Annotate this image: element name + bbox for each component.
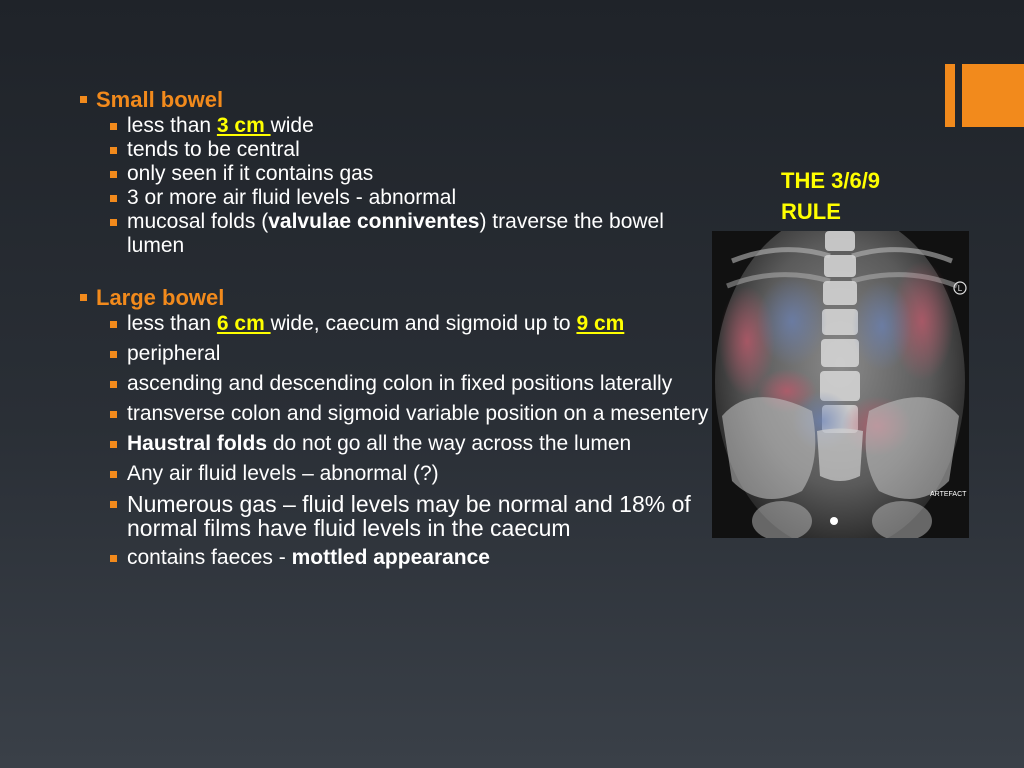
lb-transverse-text: transverse colon and sigmoid variable position on a mesentery [127, 402, 709, 425]
list-item-lb-peripheral [78, 342, 718, 366]
sb-mucosal-post: ) traverse the bowel lumen [127, 210, 664, 257]
list-item-lb-air-fluid [78, 462, 718, 486]
bullet-icon [110, 123, 117, 130]
abdominal-xray-image [712, 231, 969, 538]
bullet-icon [110, 219, 117, 226]
bullet-icon [110, 195, 117, 202]
rule-title-line2: RULE [781, 199, 841, 224]
sacrum [817, 429, 863, 482]
bullet-icon [110, 171, 117, 178]
large-bowel-heading-text: Large bowel [96, 285, 225, 310]
small-bowel-heading [78, 86, 718, 114]
bullet-icon [80, 294, 87, 301]
bullet-icon [110, 441, 117, 448]
lb-haustral-post: do not go all the way across the lumen [267, 432, 632, 455]
list-item-lb-numerous [78, 492, 718, 540]
lb-numerous-text: Numerous gas – fluid levels may be normal and 18% of normal films have fluid levels in the caecum [127, 491, 691, 541]
bullet-icon [110, 147, 117, 154]
pelvis-left [722, 397, 815, 499]
slide-content [78, 86, 718, 570]
sb-mucosal-bold: valvulae conniventes [268, 210, 480, 233]
lb-width-pre: less than [127, 312, 217, 335]
bullet-icon [110, 321, 117, 328]
lb-faeces-pre: contains faeces - [127, 546, 292, 569]
list-item-lb-width [78, 312, 718, 336]
rule-title-line1: THE 3/6/9 [781, 168, 881, 193]
lb-width-highlight: 6 cm [216, 312, 271, 335]
list-item-sb-width [78, 114, 718, 138]
bullet-icon [110, 411, 117, 418]
lb-peripheral-text: peripheral [127, 342, 221, 365]
sb-mucosal-pre: mucosal folds ( [127, 210, 269, 233]
list-item-lb-transverse [78, 402, 718, 426]
bullet-icon [110, 351, 117, 358]
small-bowel-heading-text: Small bowel [96, 87, 224, 112]
accent-bar-wide [962, 64, 1024, 127]
artefact-marker [830, 517, 838, 525]
list-item-sb-gas [78, 162, 718, 186]
list-item-sb-central [78, 138, 718, 162]
list-item-sb-air-fluid [78, 186, 718, 210]
accent-bar-thin [945, 64, 955, 127]
lb-haustral-bold: Haustral folds [127, 432, 268, 455]
lb-faeces-bold: mottled appearance [291, 546, 490, 569]
sb-gas-text: only seen if it contains gas [127, 162, 374, 185]
sb-width-post: wide [270, 114, 314, 137]
list-item-lb-faeces [78, 546, 718, 570]
bullet-icon [110, 555, 117, 562]
sb-width-highlight: 3 cm [216, 114, 271, 137]
list-item-sb-mucosal [78, 210, 718, 258]
pelvis-right [866, 397, 959, 499]
small-bowel-overlay-left [757, 276, 827, 366]
sb-air-fluid-text: 3 or more air fluid levels - abnormal [127, 186, 457, 209]
lb-ascending-text: ascending and descending colon in fixed positions laterally [127, 372, 673, 395]
marker-label: L [957, 284, 963, 293]
rule-title [781, 165, 881, 227]
large-bowel-section [78, 284, 718, 570]
artefact-label: ARTEFACT [930, 491, 967, 498]
bullet-icon [110, 381, 117, 388]
lb-width-highlight2: 9 cm [576, 312, 625, 335]
large-bowel-heading [78, 284, 718, 312]
bullet-icon [80, 96, 87, 103]
xray-illustration [712, 231, 969, 538]
bullet-icon [110, 471, 117, 478]
bullet-icon [110, 501, 117, 508]
lb-air-fluid-text: Any air fluid levels – abnormal (?) [127, 462, 439, 485]
small-bowel-section [78, 86, 718, 258]
list-item-lb-ascending [78, 372, 718, 396]
lb-width-mid: wide, caecum and sigmoid up to [270, 312, 577, 335]
sb-width-pre: less than [127, 114, 217, 137]
sb-central-text: tends to be central [127, 138, 300, 161]
list-item-lb-haustral [78, 432, 718, 456]
small-bowel-overlay-right [852, 281, 912, 371]
